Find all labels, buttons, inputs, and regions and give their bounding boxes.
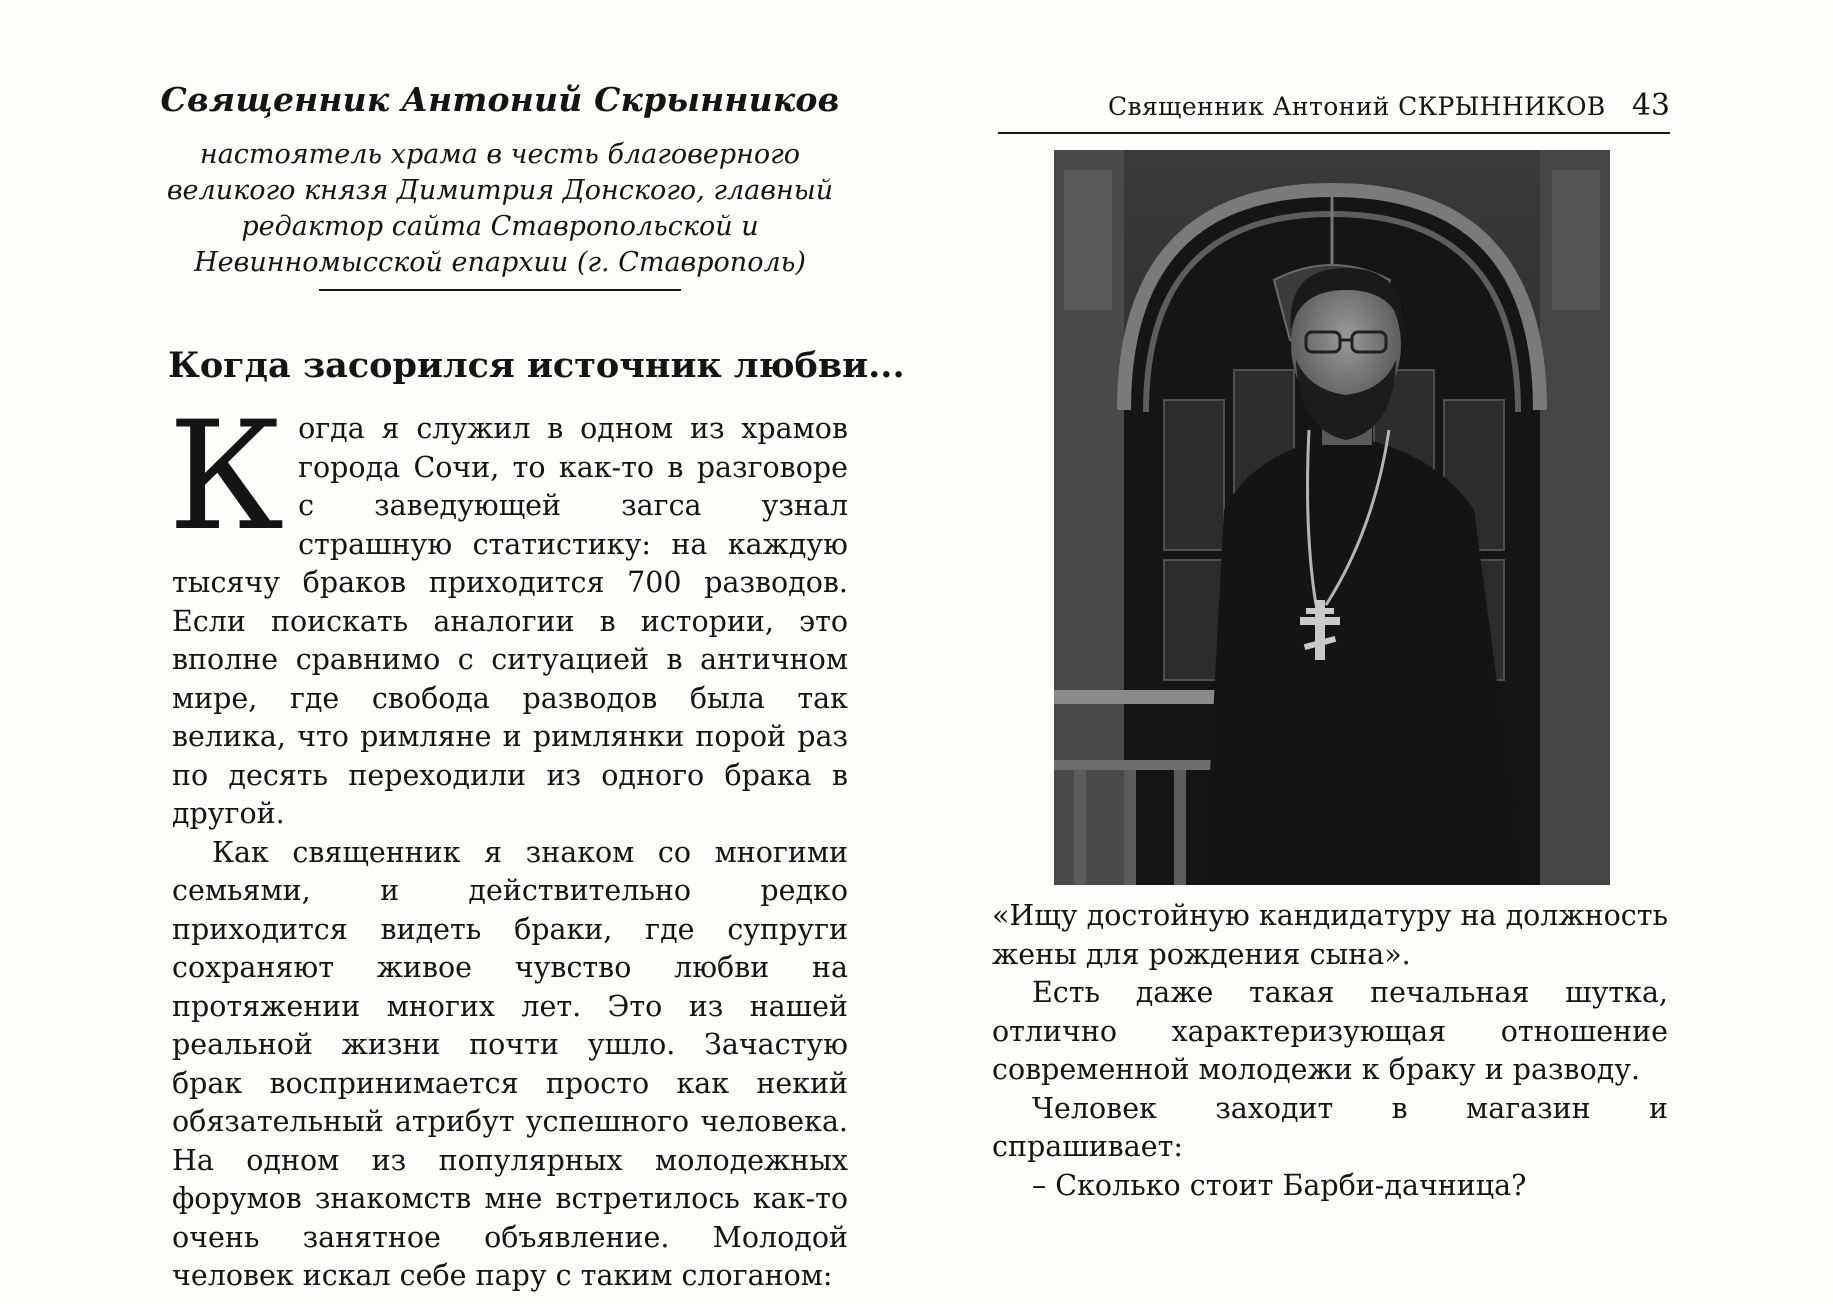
drop-cap: К	[168, 390, 285, 564]
article-body	[168, 390, 848, 1296]
header-divider	[998, 132, 1670, 134]
right-paragraph-4: – Сколько стоит Барби-дачница?	[1032, 1168, 1527, 1202]
author-divider	[319, 289, 681, 291]
right-paragraph-3: Человек заходит в магазин и спрашивает:	[992, 1091, 1668, 1163]
running-title: Священник Антоний СКРЫННИКОВ	[1108, 92, 1606, 121]
article-paragraph-2: Как священник я знаком со многими семьями, и действительно редко приходится видеть браки, где супруги сохраняют живое чувство любви на протяжении многих лет. Это из нашей реальной жизни почти ушло. Зачастую брак воспринимается просто как некий обязательный атрибут успешного человека. На одном из популярных молодежных форумов знакомств мне встретилось как-то очень занятное объявление. Молодой человек искал себе пару с таким слоганом:	[172, 835, 848, 1292]
article-paragraph-1-text: огда я служил в одном из храмов города Сочи, то как-то в разговоре с заведующей загса узнал страшную статистику: на каждую тысячу браков приходится 700 разводов. Если поискать аналогии в истории, это вполне сравнимо с ситуацией в античном мире, где свобода разводов была так велика, что римляне и римлянки порой раз по десять переходили из одного брака в другой.	[172, 412, 848, 830]
priest-photo	[1054, 150, 1610, 885]
article-title: Когда засорился источник любви...	[168, 345, 905, 386]
right-paragraph-1: «Ищу достойную кандидатуру на должность жены для рождения сына».	[992, 899, 1668, 971]
running-header	[998, 88, 1670, 128]
left-page	[150, 80, 905, 1292]
article-paragraph-1	[168, 390, 848, 834]
right-page-body	[992, 897, 1668, 1205]
priest-photo-illustration	[1054, 150, 1610, 885]
right-paragraph-2: Есть даже такая печальная шутка, отлично характеризующая отношение современной молодежи к браку и разводу.	[992, 976, 1668, 1086]
author-description: настоятель храма в честь благоверного великого князя Димитрия Донского, главный редактор сайта Ставропольской и Невинномысской епархии (г. Ставрополь)	[166, 139, 834, 278]
page-number: 43	[1631, 88, 1670, 123]
author-name: Священник Антоний Скрынников	[160, 80, 840, 119]
